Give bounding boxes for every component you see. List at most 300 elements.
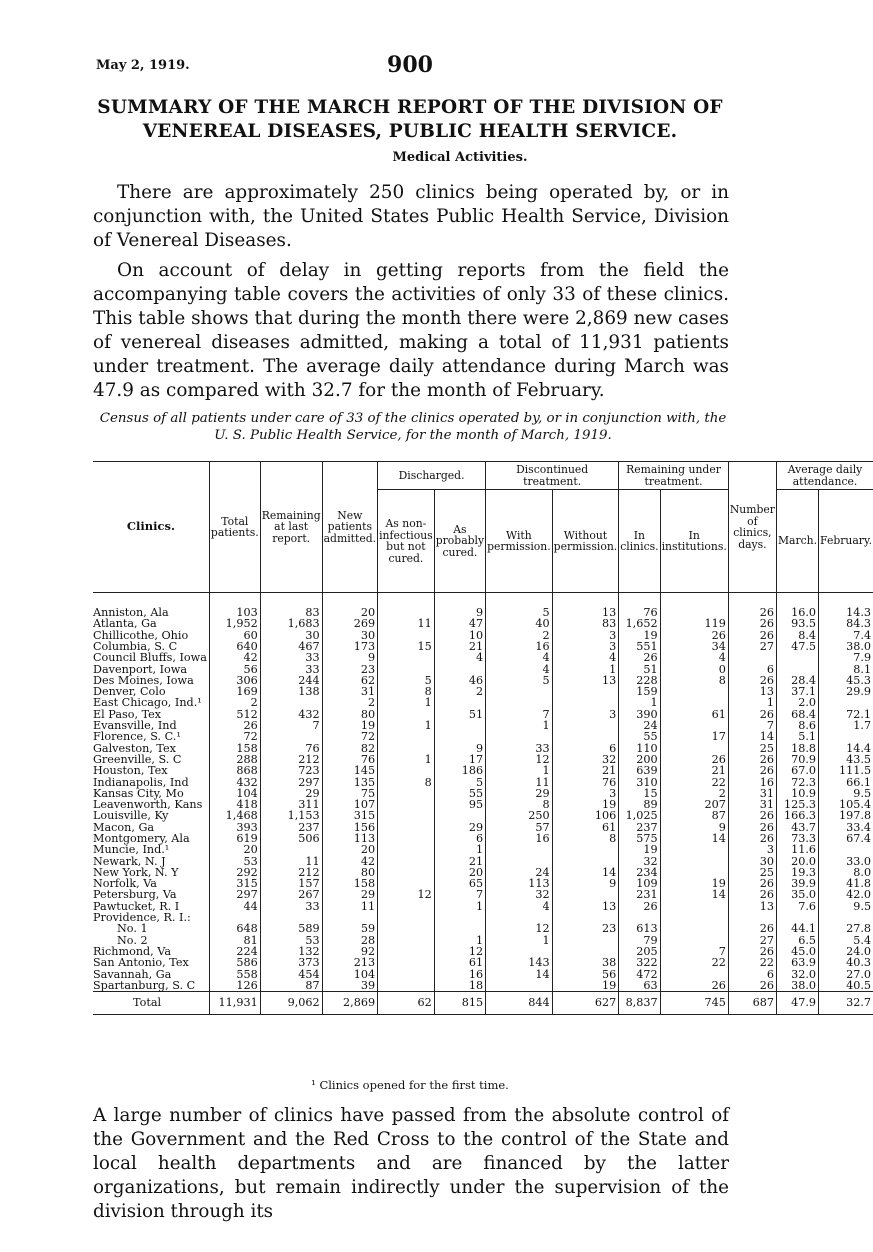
- header-without-permission: Without permission.: [552, 490, 619, 593]
- table-cell: 132: [260, 946, 322, 957]
- header-discharged: Discharged.: [378, 462, 486, 490]
- header-february: February.: [819, 490, 873, 593]
- table-cell: 26: [660, 980, 728, 992]
- table-row: [93, 641, 873, 652]
- page-date: May 2, 1919.: [96, 58, 190, 73]
- table-footnote: ¹ Clinics opened for the first time.: [311, 1078, 509, 1092]
- table-cell: [378, 822, 435, 833]
- table-cell: 80: [322, 709, 377, 720]
- table-cell: 33.0: [819, 856, 873, 867]
- table-cell: 267: [260, 889, 322, 900]
- clinic-name: Evansville, Ind: [93, 719, 177, 733]
- table-cell: 13: [552, 675, 619, 686]
- table-row: [93, 630, 873, 641]
- table-cell: [378, 912, 435, 923]
- table-cell: 18: [434, 980, 485, 992]
- table-cell: 45.0: [776, 946, 818, 957]
- table-cell: 32.7: [819, 992, 873, 1015]
- table-cell: 26: [728, 889, 776, 900]
- page-number: 900: [387, 52, 433, 78]
- table-cell: 197.8: [819, 810, 873, 821]
- table-cell: 39.9: [776, 878, 818, 889]
- spacer-row: [93, 593, 873, 608]
- table-cell: 26: [660, 630, 728, 641]
- table-cell: 55: [434, 788, 485, 799]
- clinic-name: Council Bluffs, Iowa: [93, 651, 207, 665]
- table-cell: 26: [728, 618, 776, 629]
- table-cell: 105.4: [819, 799, 873, 810]
- table-row: [93, 833, 873, 844]
- table-cell: 173: [322, 641, 377, 652]
- table-cell: 18.8: [776, 743, 818, 754]
- table-cell: 62: [378, 992, 435, 1015]
- table-cell: 8: [486, 799, 553, 810]
- table-cell: 1: [434, 901, 485, 912]
- table-cell: 169: [209, 686, 260, 697]
- total-label: Total: [93, 992, 209, 1015]
- clinic-name: Petersburg, Va: [93, 888, 177, 902]
- table-cell: 75: [322, 788, 377, 799]
- table-cell: 79: [619, 935, 660, 946]
- clinic-name: San Antonio, Tex: [93, 956, 189, 970]
- table-cell: 2.0: [776, 697, 818, 708]
- table-cell: [434, 923, 485, 934]
- spacer-cell: [728, 593, 776, 608]
- table-cell: [260, 731, 322, 742]
- table-cell: 8.0: [819, 867, 873, 878]
- table-cell: 12: [486, 754, 553, 765]
- table-cell: 27.0: [819, 969, 873, 980]
- table-cell: 6: [728, 663, 776, 674]
- table-cell: 31: [322, 686, 377, 697]
- header-remaining-under: Remaining under treatment.: [619, 462, 729, 490]
- table-cell: 106: [552, 810, 619, 821]
- table-cell: 2: [322, 697, 377, 708]
- header-total: Total patients.: [209, 462, 260, 593]
- table-cell: 1.7: [819, 720, 873, 731]
- table-cell: [378, 980, 435, 992]
- table-cell: 1: [486, 765, 553, 776]
- table-cell: 322: [619, 957, 660, 968]
- table-cell: [378, 652, 435, 663]
- table-cell: 143: [486, 957, 553, 968]
- table-cell: 17: [660, 731, 728, 742]
- table-row: [93, 889, 873, 900]
- table-cell: 63: [619, 980, 660, 992]
- clinic-name: Chillicothe, Ohio: [93, 628, 189, 642]
- clinic-name: Macon, Ga: [93, 820, 155, 834]
- table-cell: 159: [619, 686, 660, 697]
- table-cell: [728, 652, 776, 663]
- table-cell: 72.3: [776, 776, 818, 787]
- clinic-name: El Paso, Tex: [93, 707, 162, 721]
- table-cell: 6.5: [776, 935, 818, 946]
- table-cell: 31: [728, 799, 776, 810]
- table-caption: Census of all patients under care of 33 of the clinics operated by, or in conjunction with, the U. S. Public Health Service, for the month of March, 1919.: [99, 411, 727, 443]
- table-cell: 40.5: [819, 980, 873, 992]
- table-cell: 30: [260, 630, 322, 641]
- spacer-cell: [660, 593, 728, 608]
- clinic-name: Richmond, Va: [93, 944, 172, 958]
- table-cell: 53: [209, 856, 260, 867]
- table-cell: [260, 844, 322, 855]
- table-row: [93, 867, 873, 878]
- table-cell: 93.5: [776, 618, 818, 629]
- table-cell: 103: [209, 607, 260, 618]
- table-row: [93, 754, 873, 765]
- table-row: [93, 923, 873, 934]
- table-cell: 25: [728, 743, 776, 754]
- table-cell: 38.0: [776, 980, 818, 992]
- table-cell: 111.5: [819, 765, 873, 776]
- table-cell: 639: [619, 765, 660, 776]
- table-cell: 47: [434, 618, 485, 629]
- clinic-name: Louisville, Ky: [93, 809, 169, 823]
- table-cell: 13: [552, 901, 619, 912]
- table-cell: 59: [322, 923, 377, 934]
- table-cell: 19: [552, 799, 619, 810]
- table-cell: 35.0: [776, 889, 818, 900]
- table-cell: 61: [660, 709, 728, 720]
- table-cell: 26: [728, 923, 776, 934]
- table-cell: 9: [322, 652, 377, 663]
- table-cell: 231: [619, 889, 660, 900]
- table-row: [93, 946, 873, 957]
- table-cell: 3: [728, 844, 776, 855]
- table-cell: 14.4: [819, 743, 873, 754]
- total-row: [93, 992, 873, 1015]
- table-cell: [660, 912, 728, 923]
- table-cell: [552, 720, 619, 731]
- table-cell: 7.4: [819, 630, 873, 641]
- section-subtitle: Medical Activities.: [392, 150, 528, 165]
- table-cell: 4: [486, 652, 553, 663]
- table-cell: 13: [728, 901, 776, 912]
- table-cell: 11: [378, 618, 435, 629]
- table-cell: 14: [728, 731, 776, 742]
- table-cell: 237: [619, 822, 660, 833]
- clinic-name: Florence, S. C.¹: [93, 730, 181, 744]
- table-cell: [819, 697, 873, 708]
- table-cell: 84.3: [819, 618, 873, 629]
- table-cell: 33: [260, 652, 322, 663]
- table-cell: 5: [486, 607, 553, 618]
- table-cell: 125.3: [776, 799, 818, 810]
- clinic-name: Anniston, Ala: [93, 606, 169, 620]
- table-cell: 80: [322, 867, 377, 878]
- table-cell: 42: [322, 856, 377, 867]
- header-noninfectious: As non-infectious but not cured.: [378, 490, 435, 593]
- table-cell: 157: [260, 878, 322, 889]
- table-cell: 12: [434, 946, 485, 957]
- table-cell: 21: [552, 765, 619, 776]
- table-cell: 558: [209, 969, 260, 980]
- table-cell: [378, 844, 435, 855]
- table-cell: [434, 912, 485, 923]
- table-cell: 113: [322, 833, 377, 844]
- table-cell: 42: [209, 652, 260, 663]
- table-cell: 16: [486, 833, 553, 844]
- table-cell: [486, 980, 553, 992]
- clinic-name: No. 2: [117, 933, 148, 947]
- table-cell: 39: [322, 980, 377, 992]
- table-cell: 5: [378, 675, 435, 686]
- table-row: [93, 969, 873, 980]
- table-cell: 7: [260, 720, 322, 731]
- table-cell: 4: [434, 652, 485, 663]
- table-cell: [260, 697, 322, 708]
- header-average: Average daily attendance.: [776, 462, 873, 490]
- table-cell: [434, 697, 485, 708]
- table-cell: 19: [619, 844, 660, 855]
- table-cell: 2: [486, 630, 553, 641]
- table-cell: 315: [209, 878, 260, 889]
- table-cell: 33.4: [819, 822, 873, 833]
- table-cell: 22: [660, 957, 728, 968]
- table-cell: 16: [728, 776, 776, 787]
- table-cell: 43.5: [819, 754, 873, 765]
- table-cell: 390: [619, 709, 660, 720]
- table-cell: 87: [660, 810, 728, 821]
- table-cell: 113: [486, 878, 553, 889]
- table-cell: 126: [209, 980, 260, 992]
- table-cell: [660, 686, 728, 697]
- table-cell: 26: [619, 901, 660, 912]
- table-cell: 8: [378, 686, 435, 697]
- table-cell: 11: [322, 901, 377, 912]
- table-row: [93, 901, 873, 912]
- table-cell: 224: [209, 946, 260, 957]
- table-cell: 20: [322, 607, 377, 618]
- table-cell: [486, 697, 553, 708]
- table-cell: 4: [660, 652, 728, 663]
- clinic-name: Spartanburg, S. C: [93, 978, 196, 992]
- table-cell: 26: [209, 720, 260, 731]
- closing-paragraph: A large number of clinics have passed from the absolute control of the Government and the Red Cross to the control of the State and local health departments and are financed by the latter organizations, but remain indirectly under the supervision of the division through its: [93, 1105, 729, 1222]
- table-cell: [552, 686, 619, 697]
- clinic-name: Muncie, Ind.¹: [93, 843, 170, 857]
- table-cell: 26: [728, 765, 776, 776]
- spacer-cell: [209, 593, 260, 608]
- table-cell: 29: [434, 822, 485, 833]
- table-cell: 186: [434, 765, 485, 776]
- table-cell: 47.5: [776, 641, 818, 652]
- table-cell: 297: [260, 776, 322, 787]
- table-cell: 20.0: [776, 856, 818, 867]
- table-cell: 26: [660, 754, 728, 765]
- spacer-cell: [552, 593, 619, 608]
- clinic-name: Houston, Tex: [93, 764, 168, 778]
- table-cell: [434, 731, 485, 742]
- clinic-name: Des Moines, Iowa: [93, 673, 194, 687]
- table-cell: 844: [486, 992, 553, 1015]
- table-cell: 67.0: [776, 765, 818, 776]
- table-cell: 5.1: [776, 731, 818, 742]
- table-cell: 23: [322, 663, 377, 674]
- table-cell: [378, 969, 435, 980]
- table-cell: 22: [660, 776, 728, 787]
- table-cell: 26: [728, 810, 776, 821]
- table-cell: [378, 957, 435, 968]
- table-cell: 506: [260, 833, 322, 844]
- table-cell: 207: [660, 799, 728, 810]
- table-cell: 640: [209, 641, 260, 652]
- table-cell: 432: [260, 709, 322, 720]
- table-cell: 15: [378, 641, 435, 652]
- table-cell: 56: [209, 663, 260, 674]
- table-row: [93, 697, 873, 708]
- table-cell: [378, 867, 435, 878]
- table-cell: 66.1: [819, 776, 873, 787]
- table-cell: 119: [660, 618, 728, 629]
- table-cell: 723: [260, 765, 322, 776]
- table-cell: 16: [486, 641, 553, 652]
- spacer-cell: [260, 593, 322, 608]
- table-cell: 21: [434, 641, 485, 652]
- table-cell: 1: [619, 697, 660, 708]
- table-cell: 7: [728, 720, 776, 731]
- clinic-name: Indianapolis, Ind: [93, 775, 189, 789]
- table-cell: 43.7: [776, 822, 818, 833]
- table-cell: 14.3: [819, 607, 873, 618]
- table-row: [93, 799, 873, 810]
- table-cell: [776, 652, 818, 663]
- table-row: [93, 878, 873, 889]
- summary-paragraph: On account of delay in getting reports from the field the accompanying table covers the activities of only 33 of these clinics. This table shows that during the month there were 2,869 new cases of venereal diseases admitted, making a total of 11,931 patients under treatment. The average daily attendance during March was 47.9 as compared with 32.7 for the month of February.: [93, 260, 729, 401]
- header-cured: As probably cured.: [434, 490, 485, 593]
- table-cell: 5.4: [819, 935, 873, 946]
- table-cell: 44.1: [776, 923, 818, 934]
- table-cell: 7.6: [776, 901, 818, 912]
- table-cell: 9: [552, 878, 619, 889]
- table-cell: 26: [728, 878, 776, 889]
- table-cell: 62: [322, 675, 377, 686]
- table-row: [93, 776, 873, 787]
- table-cell: 33: [260, 901, 322, 912]
- table-cell: 145: [322, 765, 377, 776]
- table-row: [93, 788, 873, 799]
- header-remaining-last: Remaining at last report.: [260, 462, 322, 593]
- table-cell: 687: [728, 992, 776, 1015]
- table-cell: 244: [260, 675, 322, 686]
- table-cell: 269: [322, 618, 377, 629]
- table-cell: 16: [434, 969, 485, 980]
- table-cell: [486, 731, 553, 742]
- table-cell: 81: [209, 935, 260, 946]
- table-cell: 44: [209, 901, 260, 912]
- table-cell: 32.0: [776, 969, 818, 980]
- table-cell: 17: [434, 754, 485, 765]
- table-cell: 418: [209, 799, 260, 810]
- table-cell: 95: [434, 799, 485, 810]
- table-cell: 6: [728, 969, 776, 980]
- table-cell: 158: [322, 878, 377, 889]
- table-cell: 1: [434, 935, 485, 946]
- table-cell: 24: [486, 867, 553, 878]
- table-cell: 619: [209, 833, 260, 844]
- census-table: [93, 461, 873, 1015]
- table-cell: 512: [209, 709, 260, 720]
- table-cell: 63.9: [776, 957, 818, 968]
- table-cell: 868: [209, 765, 260, 776]
- table-cell: 237: [260, 822, 322, 833]
- table-cell: 589: [260, 923, 322, 934]
- table-cell: 3: [552, 630, 619, 641]
- table-cell: 38.0: [819, 641, 873, 652]
- table-cell: 26: [728, 822, 776, 833]
- table-cell: 67.4: [819, 833, 873, 844]
- table-cell: 1,952: [209, 618, 260, 629]
- table-cell: 10: [434, 630, 485, 641]
- table-cell: 1,652: [619, 618, 660, 629]
- table-cell: 32: [619, 856, 660, 867]
- table-cell: 627: [552, 992, 619, 1015]
- table-cell: 135: [322, 776, 377, 787]
- table-cell: 586: [209, 957, 260, 968]
- table-cell: 72: [322, 731, 377, 742]
- table-cell: 110: [619, 743, 660, 754]
- table-cell: [378, 731, 435, 742]
- table-cell: 14: [552, 867, 619, 878]
- table-cell: 72.1: [819, 709, 873, 720]
- table-cell: 3: [552, 788, 619, 799]
- table-cell: 45.3: [819, 675, 873, 686]
- table-cell: 28: [322, 935, 377, 946]
- table-cell: [378, 935, 435, 946]
- table-cell: 1: [378, 754, 435, 765]
- clinic-name: East Chicago, Ind.¹: [93, 696, 202, 710]
- table-cell: [486, 686, 553, 697]
- table-cell: 33: [260, 663, 322, 674]
- table-cell: 212: [260, 867, 322, 878]
- table-cell: 9.5: [819, 788, 873, 799]
- table-cell: 22: [728, 957, 776, 968]
- table-cell: 26: [728, 980, 776, 992]
- table-cell: 1,153: [260, 810, 322, 821]
- table-cell: 87: [260, 980, 322, 992]
- table-cell: 104: [322, 969, 377, 980]
- table-cell: 83: [260, 607, 322, 618]
- table-cell: 166.3: [776, 810, 818, 821]
- table-cell: 8.6: [776, 720, 818, 731]
- table-cell: 26: [728, 607, 776, 618]
- table-cell: 11: [486, 776, 553, 787]
- clinic-name: Greenville, S. C: [93, 752, 182, 766]
- table-cell: 613: [619, 923, 660, 934]
- table-cell: 315: [322, 810, 377, 821]
- table-row: [93, 731, 873, 742]
- table-cell: 1: [486, 720, 553, 731]
- table-cell: [378, 810, 435, 821]
- clinic-name: New York, N. Y: [93, 865, 179, 879]
- clinic-name: Savannah, Ga: [93, 967, 172, 981]
- table-cell: [378, 946, 435, 957]
- table-cell: [378, 788, 435, 799]
- table-cell: 26: [728, 675, 776, 686]
- table-cell: 24: [619, 720, 660, 731]
- table-cell: 33: [486, 743, 553, 754]
- clinic-name: Columbia, S. C: [93, 639, 178, 653]
- header-in-institutions: In institutions.: [660, 490, 728, 593]
- table-cell: [660, 844, 728, 855]
- table-cell: 83: [552, 618, 619, 629]
- table-cell: 467: [260, 641, 322, 652]
- table-cell: 8: [660, 675, 728, 686]
- spacer-cell: [322, 593, 377, 608]
- table-cell: 20: [322, 844, 377, 855]
- table-row: [93, 720, 873, 731]
- table-cell: 4: [486, 663, 553, 674]
